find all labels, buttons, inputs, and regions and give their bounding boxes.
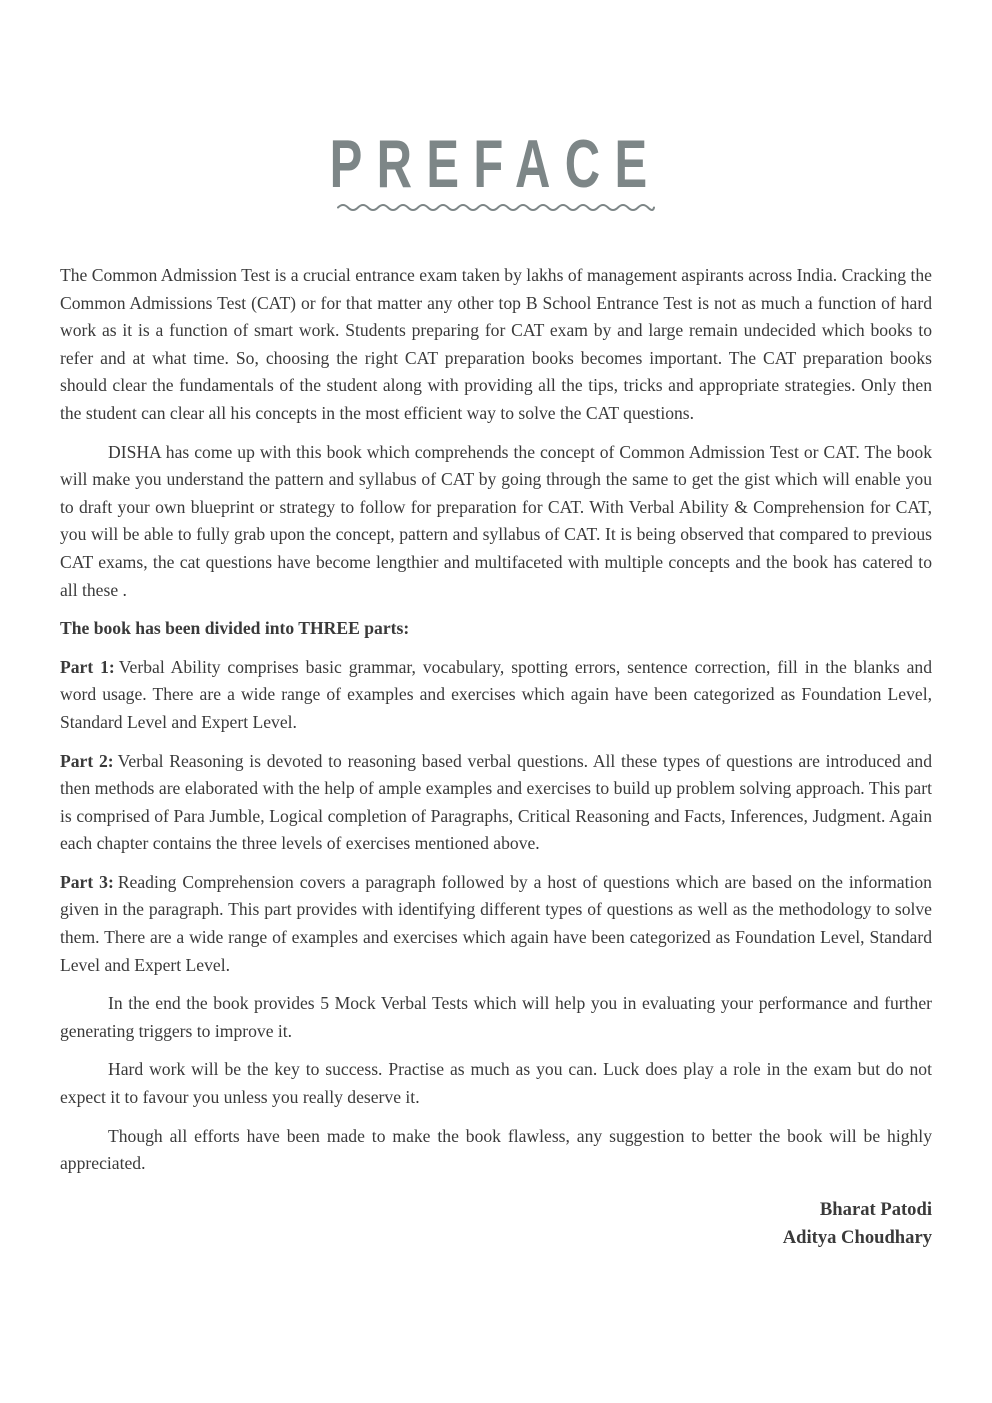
- part-2-label: Part 2:: [60, 750, 114, 771]
- intro-paragraph: The Common Admission Test is a crucial entrance exam taken by lakhs of management aspirants across India. Cracking the Common Admissions Test (CAT) or for that matter any other top B School Entrance Test is not as much a function of hard work as it is a function of smart work. Students preparing for CAT exam by and large remain undecided which books to refer and at what time. So, choosing the right CAT preparation books becomes important. The CAT preparation books should clear the fundamentals of the student along with providing all the tips, tricks and appropriate strategies. Only then the student can clear all his concepts in the most efficient way to solve the CAT questions.: [60, 265, 932, 423]
- page-title: PREFACE: [329, 126, 663, 202]
- part-2-paragraph: [60, 748, 932, 858]
- closing-paragraph: Though all efforts have been made to make the book flawless, any suggestion to better the book will be highly appreciated.: [60, 1125, 932, 1174]
- about-book-paragraph: DISHA has come up with this book which comprehends the concept of Common Admission Test or CAT. The book will make you understand the pattern and syllabus of CAT by going through the same to get the gist which will enable you to draft your own blueprint or strategy to follow for preparation for CAT. With Verbal Ability & Comprehension for CAT, you will be able to fully grab upon the concept, pattern and syllabus of CAT. It is being observed that compared to previous CAT exams, the cat questions have become lengthier and multifaceted with multiple concepts and the book has catered to all these .: [60, 441, 932, 600]
- part-3-paragraph: [60, 869, 932, 979]
- part-1-text: Verbal Ability comprises basic grammar, vocabulary, spotting errors, sentence correction, fill in the blanks and word usage. There are a wide range of examples and exercises which again have been categorized as Foundation Level, Standard Level and Expert Level.: [60, 656, 932, 732]
- part-3-text: Reading Comprehension covers a paragraph followed by a host of questions which are based on the information given in the paragraph. This part provides with identifying different types of questions as well as the methodology to solve them. There are a wide range of examples and exercises which again have been categorized as Foundation Level, Standard Level and Expert Level.: [60, 871, 932, 975]
- division-heading: The book has been divided into THREE parts:: [60, 618, 410, 639]
- author-signatures: [60, 1196, 932, 1252]
- part-3-label: Part 3:: [60, 871, 114, 892]
- title-section: [0, 0, 992, 202]
- part-2-text: Verbal Reasoning is devoted to reasoning based verbal questions. All these types of questions are introduced and then methods are elaborated with the help of ample examples and exercises to build up problem solving approach. This part is comprised of Para Jumble, Logical completion of Paragraphs, Critical Reasoning and Facts, Inferences, Judgment. Again each chapter contains the three levels of exercises mentioned above.: [60, 750, 932, 854]
- author-name-1: Bharat Patodi: [819, 1198, 932, 1220]
- hard-work-paragraph: Hard work will be the key to success. Practise as much as you can. Luck does play a role in the exam but do not expect it to favour you unless you really deserve it.: [60, 1059, 932, 1108]
- preface-body: [60, 262, 932, 1252]
- mock-tests-paragraph: In the end the book provides 5 Mock Verbal Tests which will help you in evaluating your performance and further generating triggers to improve it.: [60, 993, 932, 1041]
- part-1-paragraph: [60, 654, 932, 737]
- author-name-2: Aditya Choudhary: [782, 1226, 932, 1248]
- part-1-label: Part 1:: [60, 656, 115, 677]
